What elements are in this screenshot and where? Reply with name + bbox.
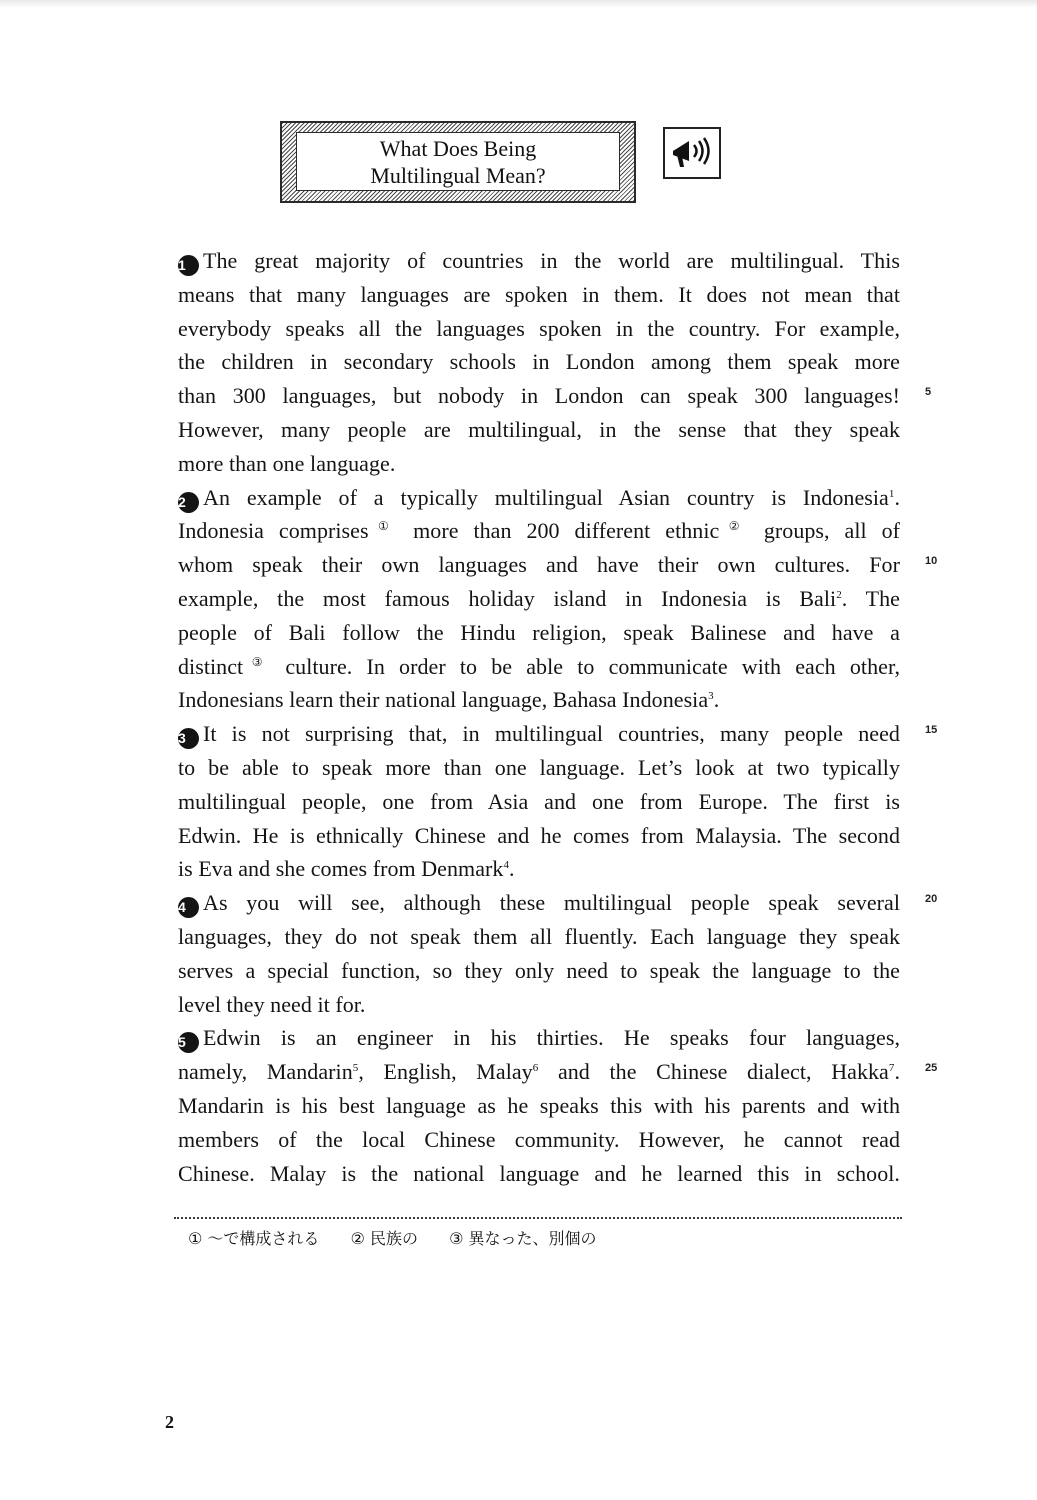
reading-passage: [178, 244, 900, 1190]
footnote-mark: 5: [352, 1062, 359, 1075]
paragraph-number-badge: 5: [178, 1032, 199, 1053]
passage-line: multilingual people, one from Asia and one from Europe. The first is: [178, 788, 900, 814]
passage-line: 3 It is not surprising that, in multilingual countries, many people need: [178, 717, 900, 751]
scan-edge: [0, 0, 1037, 8]
passage-line: distinct③ culture. In order to be able to communicate with each other,: [178, 653, 901, 679]
passage-line: namely, Mandarin$^5$, English, Malay$^6$ and the Chinese dialect, Hakka$^7$.: [178, 1059, 900, 1085]
paragraph-number-badge: 2: [178, 492, 199, 513]
title-inner: [296, 132, 620, 191]
passage-line: members of the local Chinese community. However, he cannot read: [178, 1126, 900, 1152]
passage-line: level they need it for.: [178, 991, 366, 1017]
page-number: 2: [165, 1412, 174, 1432]
passage-line: Chinese. Malay is the national language and he learned this in school.: [178, 1160, 900, 1186]
passage-line: Indonesia comprises① more than 200 different ethnic② groups, all of: [178, 518, 901, 544]
footnote-mark: 7: [888, 1062, 895, 1075]
passage-line: people of Bali follow the Hindu religion, speak Balinese and have a: [178, 619, 900, 645]
gloss-mark: ①: [368, 519, 399, 534]
paragraph-number-badge: 1: [178, 255, 199, 276]
passage-line: example, the most famous holiday island in Indonesia is Bali$^2$. The: [178, 585, 900, 611]
gloss-mark: ③: [243, 654, 272, 669]
passage-line: more than one language.: [178, 450, 396, 476]
glossary-item: ① ～で構成される: [188, 1229, 320, 1248]
line-number: 15: [925, 724, 938, 736]
footnote-mark: 3: [708, 690, 714, 703]
glossary: [188, 1226, 623, 1249]
passage-line: 1 The great majority of countries in the world are multilingual. This: [178, 244, 900, 278]
passage-line: 5 Edwin is an engineer in his thirties. He speaks four languages,: [178, 1021, 900, 1055]
line-number: 10: [925, 555, 938, 567]
glossary-item: ③ 異なった、別個の: [449, 1229, 597, 1248]
line-number: 20: [925, 893, 938, 905]
passage-line: Mandarin is his best language as he speaks this with his parents and with: [178, 1092, 900, 1118]
passage-line: than 300 languages, but nobody in London can speak 300 languages!: [178, 383, 900, 409]
paragraph-number-badge: 3: [178, 728, 199, 749]
passage-line: everybody speaks all the languages spoken in the country. For example,: [178, 315, 900, 341]
passage-line: 4 As you will see, although these multilingual people speak several: [178, 886, 900, 920]
passage-line: Indonesians learn their national language, Bahasa Indonesia$^3$.: [178, 687, 720, 713]
passage-line: whom speak their own languages and have their own cultures. For: [178, 552, 900, 578]
passage-line: the children in secondary schools in London among them speak more: [178, 349, 900, 375]
glossary-item: ② 民族の: [350, 1229, 418, 1248]
passage-line: languages, they do not speak them all fluently. Each language they speak: [178, 923, 900, 949]
title-line-2: Multilingual Mean?: [370, 162, 546, 188]
speaker-megaphone-icon: [669, 133, 715, 173]
passage-line: to be able to speak more than one language. Let’s look at two typically: [178, 754, 900, 780]
footnote-mark: 6: [532, 1062, 539, 1075]
gloss-mark: ②: [719, 519, 749, 534]
audio-button[interactable]: [663, 127, 721, 179]
page-title: [343, 135, 573, 189]
title-line-1: What Does Being: [379, 135, 537, 161]
passage-line: Edwin. He is ethnically Chinese and he comes from Malaysia. The second: [178, 822, 900, 848]
footnote-mark: 2: [836, 588, 842, 601]
glossary-divider: [174, 1217, 902, 1219]
line-number: 25: [925, 1062, 938, 1074]
passage-line: serves a special function, so they only need to speak the language to the: [178, 957, 900, 983]
passage-line: means that many languages are spoken in them. It does not mean that: [178, 281, 900, 307]
passage-line: 2 An example of a typically multilingual Asian country is Indonesia$^1$.: [178, 481, 900, 515]
title-box: [280, 121, 636, 203]
passage-line: However, many people are multilingual, in the sense that they speak: [178, 416, 900, 442]
line-number: 5: [925, 386, 932, 398]
paragraph-number-badge: 4: [178, 897, 199, 918]
footnote-mark: 4: [503, 859, 510, 872]
footnote-mark: 1: [888, 487, 895, 500]
passage-line: is Eva and she comes from Denmark$^4$.: [178, 856, 515, 882]
